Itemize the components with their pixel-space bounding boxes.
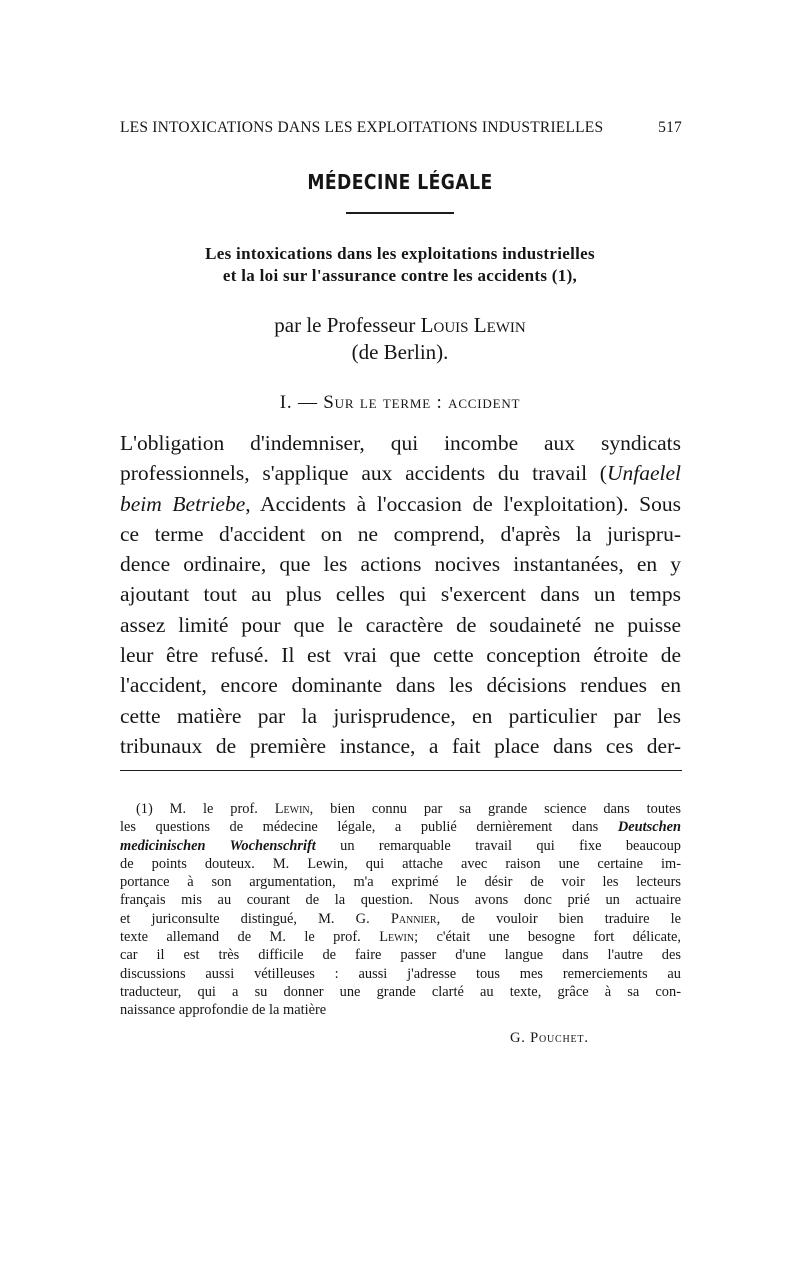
footnote-line [120,910,681,928]
author-name: Louis Lewin [420,313,526,337]
body-line-text: professionnels, s'applique aux accidents du travail ( [120,461,607,486]
body-line: tribunaux de première instance, a fait place dans ces der- [120,733,681,758]
body-line: cette matière par la jurisprudence, en particulier par les [120,703,681,728]
running-head [120,119,682,137]
footnote-text: ; c'était une besogne fort délicate, [414,929,681,946]
footnote-translator-name: Pannier [390,910,437,927]
body-line: leur être refusé. Il est vrai que cette conception étroite de [120,643,681,668]
body-line-text: , Accidents à l'occasion de l'exploitation). Sous [245,491,681,516]
footnote-line: car il est très difficile de faire passer d'une langue dans l'autre des [120,947,681,964]
title-rule [346,212,454,214]
footnote-text: texte allemand de M. le prof. [120,929,380,946]
footnote-rule [120,770,682,771]
footnote-line: discussions aussi vétilleuses : aussi j'adresse tous mes remerciements au [120,965,681,982]
body-line: l'accident, encore dominante dans les décisions rendues en [120,673,681,698]
byline [0,312,800,366]
footnote-line [120,800,681,818]
footnote-journal-title: medicinischen Wochenschrift [120,837,316,854]
footnote-text: (1) M. le prof. [136,801,275,817]
footnote-text: , de vouloir bien traduire le [436,910,681,927]
footnote-line: portance à son argumentation, m'a exprimé le désir de voir les lecteurs [120,874,681,891]
body-line: assez limité pour que le caractère de soudaineté ne puisse [120,612,681,637]
body-line [120,458,681,488]
footnote-line: français mis au courant de la question. Nous avons donc prié un actuaire [120,892,681,909]
footnote-line: de points douteux. M. Lewin, qui attache avec raison une certaine im- [120,855,681,872]
body-line: L'obligation d'indemniser, qui incombe aux syndicats [120,431,681,455]
article-title [0,243,800,287]
running-head-title: LES INTOXICATIONS DANS LES EXPLOITATIONS INDUSTRIELLES [120,119,604,136]
body-line [120,489,681,519]
footnote-text: et juriconsulte distingué, M. G. [120,910,391,927]
byline-affiliation: (de Berlin). [351,340,449,364]
byline-prefix: par le Professeur [274,313,416,337]
article-title-line: et la loi sur l'assurance contre les accidents (1), [222,266,578,285]
section-heading: I. — Sur le terme : accident [279,392,521,413]
section-title: MÉDECINE LÉGALE [307,170,493,194]
footnote-line: traducteur, qui a su donner une grande clarté au texte, grâce à sa con- [120,983,681,1000]
page-number: 517 [658,119,682,136]
footnote-journal-title: Deutschen [617,819,681,836]
article-title-line: Les intoxications dans les exploitations industrielles [205,244,595,263]
body-line: ce terme d'accident on ne comprend, d'après la jurispru- [120,521,681,546]
body-text [120,428,681,761]
body-line-italic: beim Betriebe [120,491,246,516]
footnote-line: naissance approfondie de la matière [120,1002,327,1019]
body-line: ajoutant tout au plus celles qui s'exercent dans un temps [120,582,681,607]
footnote-text: les questions de médecine légale, a publié dernièrement dans [120,819,618,836]
byline-author-line [0,312,800,339]
footnote-author-name: Lewin [274,801,310,817]
footnote-line [120,928,681,946]
footnote-line [120,837,681,855]
footnote [120,800,681,1020]
footnote-signature: G. Pouchet. [510,1030,589,1046]
footnote-text: un remarquable travail qui fixe beaucoup [315,837,681,854]
footnote-text: , bien connu par sa grande science dans toutes [309,801,682,817]
body-line-italic: Unfaelel [606,461,681,486]
footnote-author-name: Lewin [379,929,415,946]
footnote-line [120,818,681,836]
body-line: dence ordinaire, que les actions nocives instantanées, en y [120,552,681,577]
